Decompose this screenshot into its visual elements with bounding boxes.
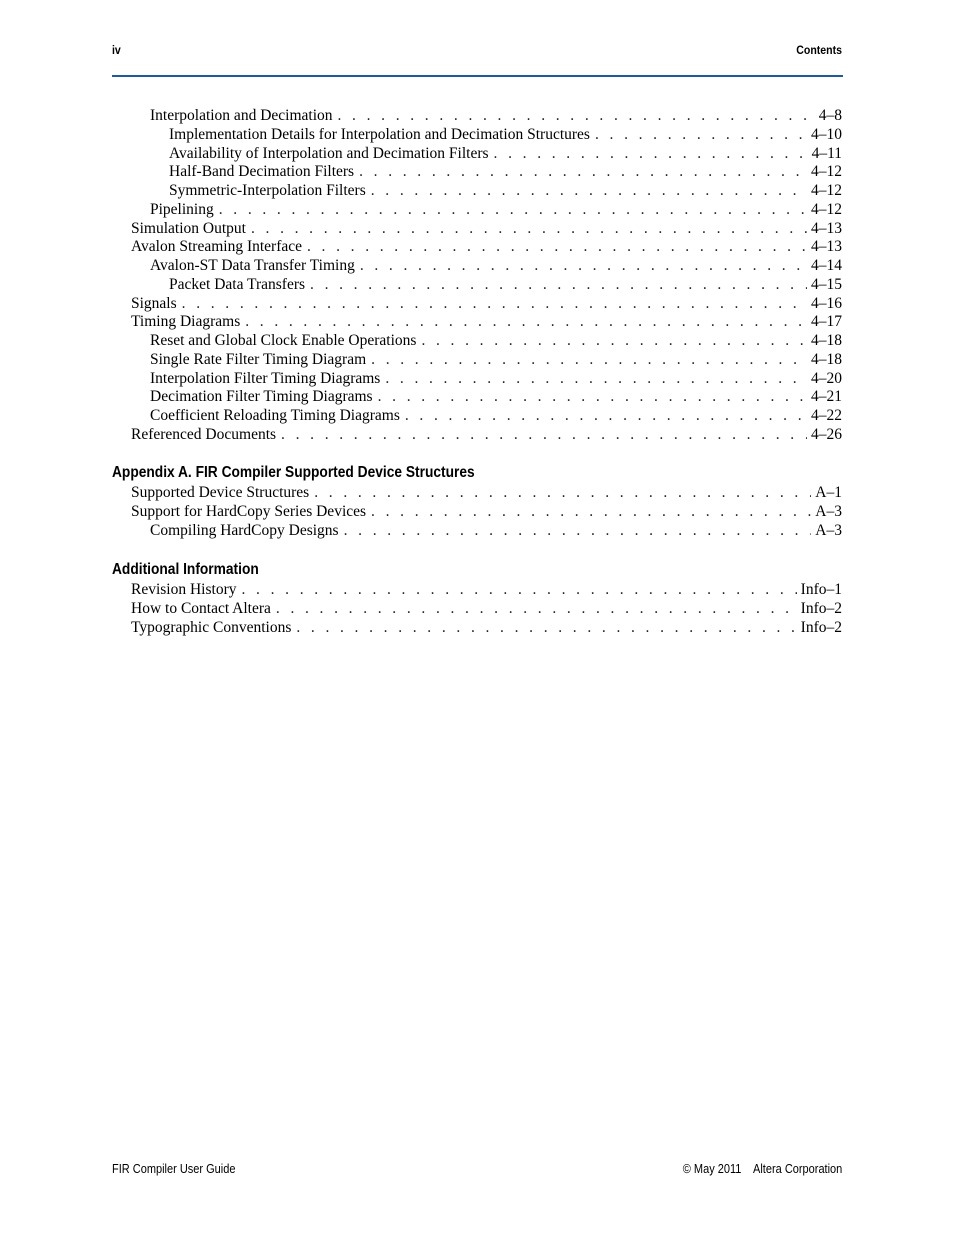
toc-entry-page: 4–12 bbox=[811, 163, 842, 181]
toc-leader bbox=[595, 126, 807, 145]
toc-entry-page: Info–1 bbox=[800, 581, 842, 598]
toc-entry[interactable] bbox=[112, 126, 842, 145]
toc-entry-page: 4–14 bbox=[811, 257, 842, 274]
toc-entry-title: Avalon-ST Data Transfer Timing bbox=[150, 257, 355, 274]
toc-entry-page: 4–11 bbox=[811, 144, 842, 162]
toc-leader bbox=[494, 145, 808, 164]
toc-leader bbox=[310, 276, 807, 295]
toc-leader bbox=[219, 201, 807, 220]
toc-entry[interactable] bbox=[112, 619, 842, 638]
appendix-list bbox=[112, 484, 842, 540]
toc-entry-title: Implementation Details for Interpolation and Decimation Structures bbox=[169, 125, 590, 143]
section-title-header: Contents bbox=[796, 43, 842, 57]
toc-entry-title: Interpolation Filter Timing Diagrams bbox=[150, 369, 381, 387]
toc-entry-title: Interpolation and Decimation bbox=[150, 107, 333, 124]
toc-leader bbox=[344, 522, 812, 541]
toc-entry-title: Coefficient Reloading Timing Diagrams bbox=[150, 407, 400, 424]
toc-entry-title: Avalon Streaming Interface bbox=[131, 238, 302, 256]
toc-main-list bbox=[112, 107, 842, 445]
toc-entry-page: 4–8 bbox=[818, 107, 842, 124]
toc-entry[interactable] bbox=[112, 257, 842, 276]
toc-entry[interactable] bbox=[112, 145, 842, 164]
appendix-heading[interactable]: Appendix A. FIR Compiler Supported Device Structures bbox=[112, 464, 475, 481]
toc-leader bbox=[360, 257, 807, 276]
toc-entry-page: 4–20 bbox=[811, 369, 842, 387]
toc-entry-title: Decimation Filter Timing Diagrams bbox=[150, 388, 373, 406]
toc-entry[interactable] bbox=[112, 522, 842, 541]
header-rule bbox=[112, 75, 843, 77]
toc-entry[interactable] bbox=[112, 388, 842, 407]
toc-leader bbox=[371, 351, 807, 370]
toc-leader bbox=[385, 370, 807, 389]
toc-entry-page: 4–12 bbox=[811, 182, 842, 199]
footer-document-title: FIR Compiler User Guide bbox=[112, 1162, 236, 1176]
toc-entry-page: 4–12 bbox=[811, 200, 842, 218]
toc-entry-page: 4–10 bbox=[811, 125, 842, 143]
toc-entry[interactable] bbox=[112, 370, 842, 389]
toc-entry-title: Compiling HardCopy Designs bbox=[150, 521, 339, 539]
toc-leader bbox=[371, 503, 811, 522]
toc-entry-page: 4–16 bbox=[811, 294, 842, 312]
toc-entry-page: 4–13 bbox=[811, 219, 842, 237]
additional-info-heading[interactable]: Additional Information bbox=[112, 561, 259, 578]
toc-entry-title: Symmetric-Interpolation Filters bbox=[169, 182, 366, 199]
toc-entry-title: Revision History bbox=[131, 581, 237, 598]
toc-entry[interactable] bbox=[112, 332, 842, 351]
toc-entry-page: A–1 bbox=[815, 484, 842, 501]
toc-entry-title: Availability of Interpolation and Decimation Filters bbox=[169, 144, 489, 162]
toc-entry-title: Typographic Conventions bbox=[131, 618, 292, 636]
toc-entry-page: Info–2 bbox=[800, 618, 842, 636]
toc-entry[interactable] bbox=[112, 503, 842, 522]
toc-leader bbox=[276, 600, 797, 619]
toc-leader bbox=[421, 332, 807, 351]
toc-entry-title: Half-Band Decimation Filters bbox=[169, 163, 355, 181]
toc-leader bbox=[359, 163, 807, 182]
toc-entry-page: A–3 bbox=[815, 521, 842, 539]
toc-entry-page: 4–13 bbox=[811, 238, 842, 256]
toc-entry[interactable] bbox=[112, 107, 842, 126]
toc-entry-page: 4–18 bbox=[811, 332, 842, 349]
toc-entry-title: Single Rate Filter Timing Diagram bbox=[150, 350, 367, 368]
toc-leader bbox=[242, 581, 797, 600]
page-number-header: iv bbox=[112, 43, 121, 57]
toc-entry[interactable] bbox=[112, 313, 842, 332]
toc-leader bbox=[245, 313, 807, 332]
toc-entry-page: A–3 bbox=[815, 502, 842, 520]
toc-entry-title: Reset and Global Clock Enable Operations bbox=[150, 332, 417, 349]
toc-entry-page: 4–26 bbox=[811, 425, 842, 443]
toc-entry[interactable] bbox=[112, 581, 842, 600]
toc-entry[interactable] bbox=[112, 201, 842, 220]
toc-entry[interactable] bbox=[112, 182, 842, 201]
additional-info-list bbox=[112, 581, 842, 637]
toc-leader bbox=[378, 388, 807, 407]
toc-entry[interactable] bbox=[112, 484, 842, 503]
toc-leader bbox=[296, 619, 796, 638]
toc-leader bbox=[281, 426, 807, 445]
toc-leader bbox=[338, 107, 815, 126]
toc-entry[interactable] bbox=[112, 600, 842, 619]
toc-entry[interactable] bbox=[112, 220, 842, 239]
toc-entry-page: 4–18 bbox=[811, 350, 842, 368]
toc-leader bbox=[182, 295, 807, 314]
toc-entry-title: Supported Device Structures bbox=[131, 484, 310, 501]
toc-entry-page: 4–22 bbox=[811, 407, 842, 424]
toc-entry-page: 4–15 bbox=[811, 275, 842, 293]
toc-entry[interactable] bbox=[112, 238, 842, 257]
toc-leader bbox=[371, 182, 807, 201]
toc-entry-page: 4–17 bbox=[811, 313, 842, 331]
toc-entry[interactable] bbox=[112, 276, 842, 295]
toc-entry-title: Packet Data Transfers bbox=[169, 275, 306, 293]
toc-leader bbox=[405, 407, 807, 426]
toc-entry[interactable] bbox=[112, 426, 842, 445]
toc-entry-title: Pipelining bbox=[150, 200, 214, 218]
toc-entry-title: How to Contact Altera bbox=[131, 599, 271, 617]
toc-entry-page: 4–21 bbox=[811, 388, 842, 406]
toc-entry-title: Timing Diagrams bbox=[131, 313, 241, 331]
toc-leader bbox=[307, 238, 807, 257]
footer-copyright: © May 2011 Altera Corporation bbox=[682, 1162, 842, 1176]
toc-leader bbox=[314, 484, 811, 503]
toc-entry-title: Support for HardCopy Series Devices bbox=[131, 502, 367, 520]
toc-entry[interactable] bbox=[112, 407, 842, 426]
toc-entry[interactable] bbox=[112, 295, 842, 314]
toc-entry-title: Simulation Output bbox=[131, 219, 246, 237]
toc-entry[interactable] bbox=[112, 163, 842, 182]
toc-entry-page: Info–2 bbox=[800, 599, 842, 617]
toc-leader bbox=[251, 220, 807, 239]
toc-entry[interactable] bbox=[112, 351, 842, 370]
toc-entry-title: Signals bbox=[131, 294, 177, 312]
toc-entry-title: Referenced Documents bbox=[131, 425, 277, 443]
